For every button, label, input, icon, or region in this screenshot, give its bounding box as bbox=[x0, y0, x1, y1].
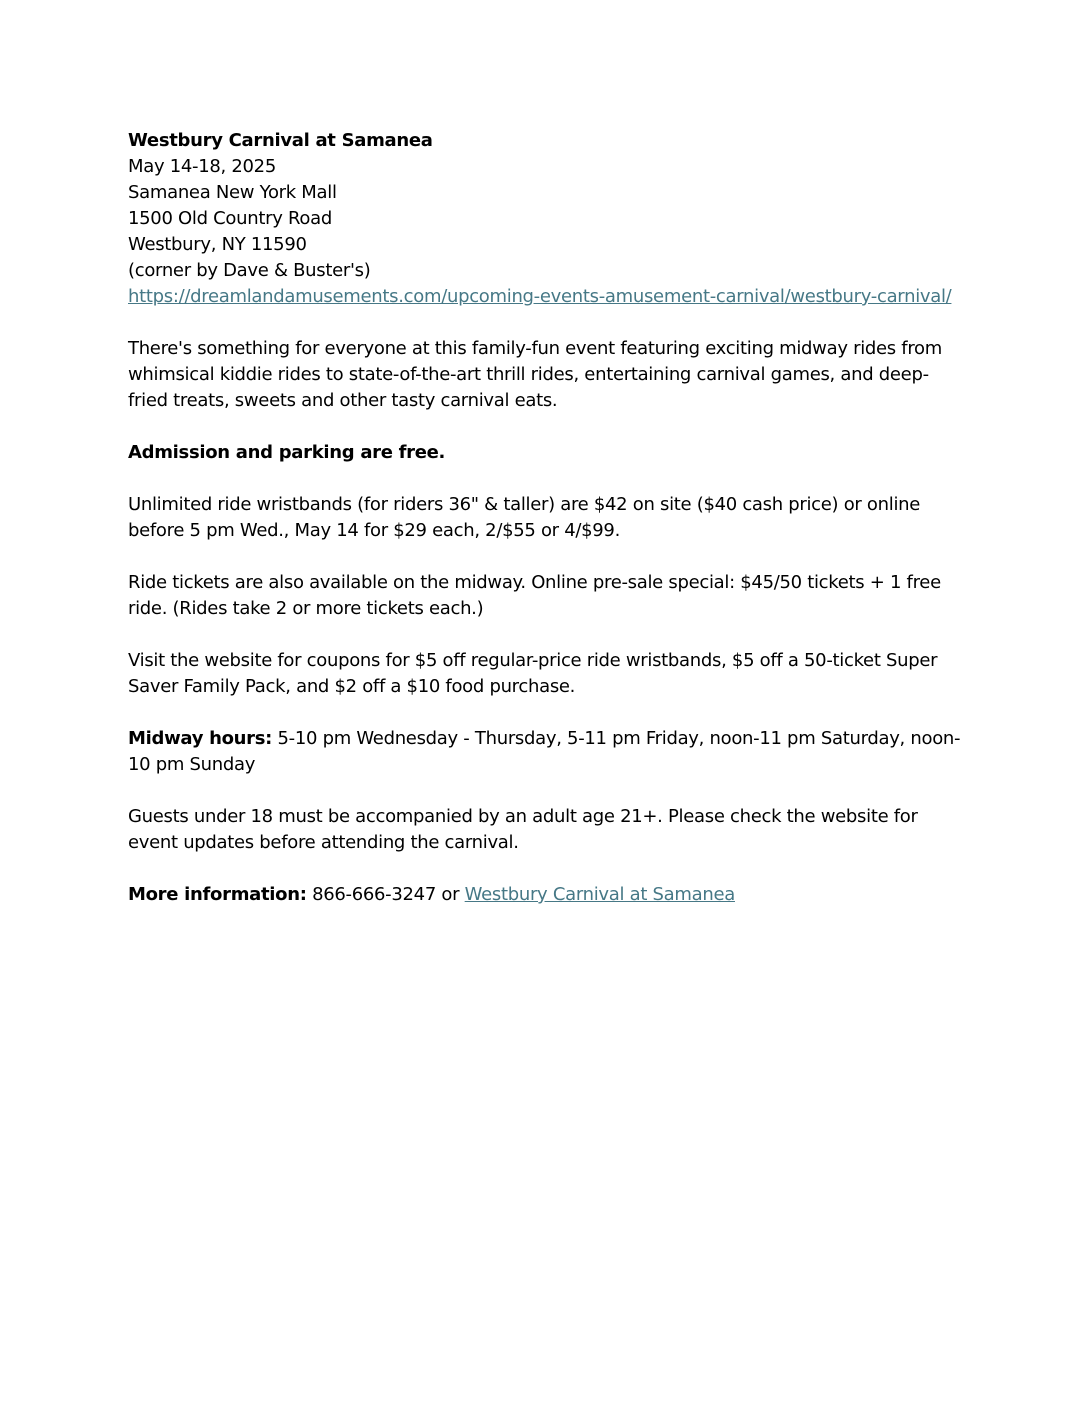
event-title: Westbury Carnival at Samanea bbox=[128, 130, 433, 151]
wristbands-paragraph: Unlimited ride wristbands (for riders 36" & taller) are $42 on site ($40 cash price) or online before 5 pm Wed., May 14 for $29 each, 2/$55 or 4/$99. bbox=[128, 494, 921, 541]
hours-paragraph bbox=[128, 726, 968, 778]
coupons-paragraph: Visit the website for coupons for $5 off regular-price ride wristbands, $5 off a 50-ticket Super Saver Family Pack, and $2 off a $10 food purchase. bbox=[128, 650, 938, 697]
event-location-note: (corner by Dave & Buster's) bbox=[128, 260, 371, 281]
hours-label: Midway hours: bbox=[128, 728, 273, 749]
event-header bbox=[128, 128, 968, 310]
event-street: 1500 Old Country Road bbox=[128, 208, 332, 229]
info-paragraph bbox=[128, 882, 968, 908]
event-venue: Samanea New York Mall bbox=[128, 182, 337, 203]
intro-paragraph: There's something for everyone at this family-fun event featuring exciting midway rides from whimsical kiddie rides to state-of-the-art thrill rides, entertaining carnival games, and deep-fried treats, sweets and other tasty carnival eats. bbox=[128, 338, 942, 411]
info-website-link[interactable]: Westbury Carnival at Samanea bbox=[464, 884, 735, 905]
info-label: More information: bbox=[128, 884, 307, 905]
hours-text: 5-10 pm Wednesday - Thursday, 5-11 pm Friday, noon-11 pm Saturday, noon-10 pm Sunday bbox=[128, 728, 961, 775]
document-page bbox=[128, 128, 968, 934]
guests-paragraph: Guests under 18 must be accompanied by an adult age 21+. Please check the website for event updates before attending the carnival. bbox=[128, 806, 918, 853]
event-city: Westbury, NY 11590 bbox=[128, 234, 307, 255]
tickets-paragraph: Ride tickets are also available on the midway. Online pre-sale special: $45/50 tickets + 1 free ride. (Rides take 2 or more tickets each.) bbox=[128, 572, 941, 619]
event-url-link[interactable]: https://dreamlandamusements.com/upcoming-events-amusement-carnival/westbury-carnival/ bbox=[128, 286, 952, 307]
info-phone: 866-666-3247 or bbox=[306, 884, 465, 905]
event-dates: May 14-18, 2025 bbox=[128, 156, 276, 177]
admission-paragraph: Admission and parking are free. bbox=[128, 442, 446, 463]
